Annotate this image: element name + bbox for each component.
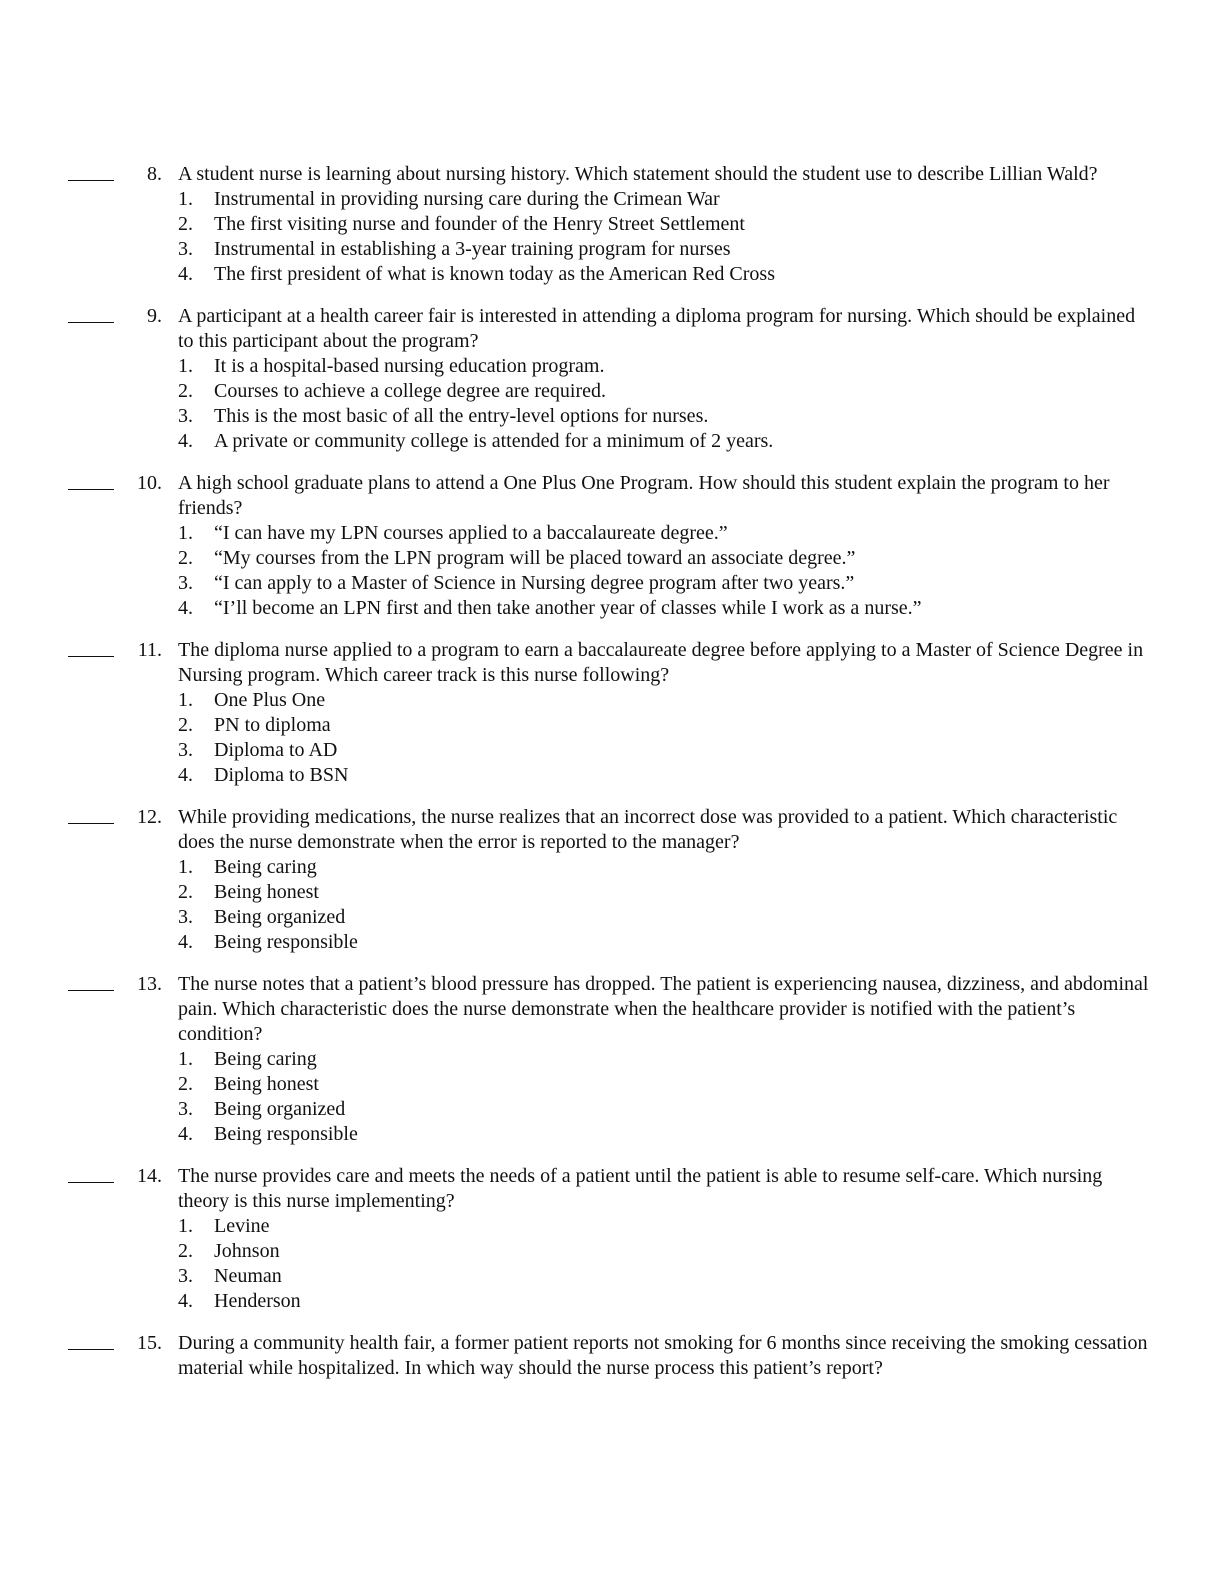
question-list xyxy=(0,162,1224,1398)
option-text: Diploma to BSN xyxy=(214,764,349,786)
answer-option xyxy=(178,713,1224,738)
option-list xyxy=(0,1047,1224,1147)
option-number: 1. xyxy=(178,1048,193,1070)
option-number: 2. xyxy=(178,213,193,235)
option-text: Henderson xyxy=(214,1290,301,1312)
option-number: 4. xyxy=(178,931,193,953)
option-text: It is a hospital-based nursing education program. xyxy=(214,355,605,377)
answer-option xyxy=(178,429,1224,454)
question-number: 11. xyxy=(137,639,162,661)
answer-option xyxy=(178,855,1224,880)
answer-option xyxy=(178,404,1224,429)
answer-option xyxy=(178,262,1224,287)
question xyxy=(0,471,1224,621)
question-stem: The diploma nurse applied to a program to earn a baccalaureate degree before applying to a Master of Science Degree in Nursing program. Which career track is this nurse following? xyxy=(178,639,1144,686)
answer-option xyxy=(178,187,1224,212)
option-number: 2. xyxy=(178,1240,193,1262)
option-number: 3. xyxy=(178,739,193,761)
option-number: 4. xyxy=(178,764,193,786)
option-text: Being honest xyxy=(214,881,319,903)
question-number: 8. xyxy=(147,163,162,185)
answer-option xyxy=(178,596,1224,621)
question-stem: A student nurse is learning about nursing history. Which statement should the student use to describe Lillian Wald? xyxy=(178,163,1098,185)
answer-option xyxy=(178,688,1224,713)
option-number: 1. xyxy=(178,1215,193,1237)
option-list xyxy=(0,855,1224,955)
option-number: 2. xyxy=(178,881,193,903)
option-number: 3. xyxy=(178,1265,193,1287)
option-number: 2. xyxy=(178,547,193,569)
option-text: Being organized xyxy=(214,906,346,928)
question-number: 10. xyxy=(137,472,162,494)
option-number: 3. xyxy=(178,906,193,928)
option-number: 4. xyxy=(178,430,193,452)
answer-option xyxy=(178,1072,1224,1097)
option-text: “I can apply to a Master of Science in Nursing degree program after two years.” xyxy=(214,572,855,594)
question-number: 13. xyxy=(137,973,162,995)
option-text: “I can have my LPN courses applied to a baccalaureate degree.” xyxy=(214,522,728,544)
option-text: Being responsible xyxy=(214,931,358,953)
option-text: “I’ll become an LPN first and then take another year of classes while I work as a nurse.” xyxy=(214,597,922,619)
option-number: 4. xyxy=(178,1123,193,1145)
question xyxy=(0,972,1224,1147)
question-number: 14. xyxy=(137,1165,162,1187)
option-text: Johnson xyxy=(214,1240,280,1262)
option-text: Instrumental in providing nursing care during the Crimean War xyxy=(214,188,720,210)
option-list xyxy=(0,688,1224,788)
option-list xyxy=(0,354,1224,454)
option-text: Being honest xyxy=(214,1073,319,1095)
option-text: Diploma to AD xyxy=(214,739,338,761)
question xyxy=(0,162,1224,287)
question-number: 9. xyxy=(147,305,162,327)
answer-option xyxy=(178,1214,1224,1239)
question-stem: A participant at a health career fair is interested in attending a diploma program for nursing. Which should be explained to this participant about the program? xyxy=(178,305,1136,352)
question-stem: The nurse provides care and meets the needs of a patient until the patient is able to resume self-care. Which nursing theory is this nurse implementing? xyxy=(178,1165,1103,1212)
answer-option xyxy=(178,1264,1224,1289)
answer-option xyxy=(178,763,1224,788)
option-text: One Plus One xyxy=(214,689,326,711)
answer-option xyxy=(178,1289,1224,1314)
answer-blank[interactable] xyxy=(68,180,114,181)
answer-blank[interactable] xyxy=(68,1182,114,1183)
option-number: 3. xyxy=(178,572,193,594)
answer-option xyxy=(178,521,1224,546)
option-text: A private or community college is attended for a minimum of 2 years. xyxy=(214,430,774,452)
question xyxy=(0,1331,1224,1381)
question-stem: The nurse notes that a patient’s blood pressure has dropped. The patient is experiencing nausea, dizziness, and abdominal pain. Which characteristic does the nurse demonstrate when the healthcare provider is notified with the patient’s condition? xyxy=(178,973,1149,1045)
option-number: 2. xyxy=(178,714,193,736)
answer-option xyxy=(178,571,1224,596)
option-text: Instrumental in establishing a 3-year training program for nurses xyxy=(214,238,731,260)
answer-blank[interactable] xyxy=(68,489,114,490)
option-number: 4. xyxy=(178,263,193,285)
option-text: Being organized xyxy=(214,1098,346,1120)
question-stem: A high school graduate plans to attend a One Plus One Program. How should this student explain the program to her friends? xyxy=(178,472,1110,519)
answer-option xyxy=(178,1239,1224,1264)
option-text: Being caring xyxy=(214,856,317,878)
answer-option xyxy=(178,546,1224,571)
option-text: Being caring xyxy=(214,1048,317,1070)
option-text: Neuman xyxy=(214,1265,282,1287)
answer-option xyxy=(178,880,1224,905)
option-text: Courses to achieve a college degree are required. xyxy=(214,380,607,402)
option-text: The first president of what is known today as the American Red Cross xyxy=(214,263,775,285)
option-text: PN to diploma xyxy=(214,714,331,736)
question-stem: While providing medications, the nurse realizes that an incorrect dose was provided to a patient. Which characteristic does the nurse demonstrate when the error is reported to the manager? xyxy=(178,806,1118,853)
question-number: 12. xyxy=(137,806,162,828)
option-text: “My courses from the LPN program will be placed toward an associate degree.” xyxy=(214,547,856,569)
answer-blank[interactable] xyxy=(68,1349,114,1350)
answer-option xyxy=(178,930,1224,955)
option-number: 1. xyxy=(178,856,193,878)
answer-option xyxy=(178,237,1224,262)
answer-blank[interactable] xyxy=(68,656,114,657)
answer-option xyxy=(178,905,1224,930)
answer-option xyxy=(178,212,1224,237)
answer-option xyxy=(178,1047,1224,1072)
option-number: 1. xyxy=(178,188,193,210)
option-number: 3. xyxy=(178,1098,193,1120)
option-text: Levine xyxy=(214,1215,270,1237)
question xyxy=(0,304,1224,454)
answer-option xyxy=(178,379,1224,404)
option-number: 1. xyxy=(178,355,193,377)
option-list xyxy=(0,187,1224,287)
option-number: 1. xyxy=(178,689,193,711)
question-number: 15. xyxy=(137,1332,162,1354)
option-text: This is the most basic of all the entry-level options for nurses. xyxy=(214,405,709,427)
option-number: 2. xyxy=(178,380,193,402)
option-number: 1. xyxy=(178,522,193,544)
answer-option xyxy=(178,1122,1224,1147)
answer-blank[interactable] xyxy=(68,990,114,991)
question xyxy=(0,1164,1224,1314)
answer-blank[interactable] xyxy=(68,322,114,323)
option-list xyxy=(0,521,1224,621)
answer-blank[interactable] xyxy=(68,823,114,824)
option-number: 3. xyxy=(178,238,193,260)
option-number: 3. xyxy=(178,405,193,427)
answer-option xyxy=(178,738,1224,763)
option-text: The first visiting nurse and founder of the Henry Street Settlement xyxy=(214,213,745,235)
answer-option xyxy=(178,354,1224,379)
question xyxy=(0,805,1224,955)
answer-option xyxy=(178,1097,1224,1122)
option-number: 4. xyxy=(178,1290,193,1312)
option-number: 2. xyxy=(178,1073,193,1095)
option-number: 4. xyxy=(178,597,193,619)
question-stem: During a community health fair, a former patient reports not smoking for 6 months since receiving the smoking cessation material while hospitalized. In which way should the nurse process this patient’s report? xyxy=(178,1332,1148,1379)
option-text: Being responsible xyxy=(214,1123,358,1145)
question xyxy=(0,638,1224,788)
option-list xyxy=(0,1214,1224,1314)
